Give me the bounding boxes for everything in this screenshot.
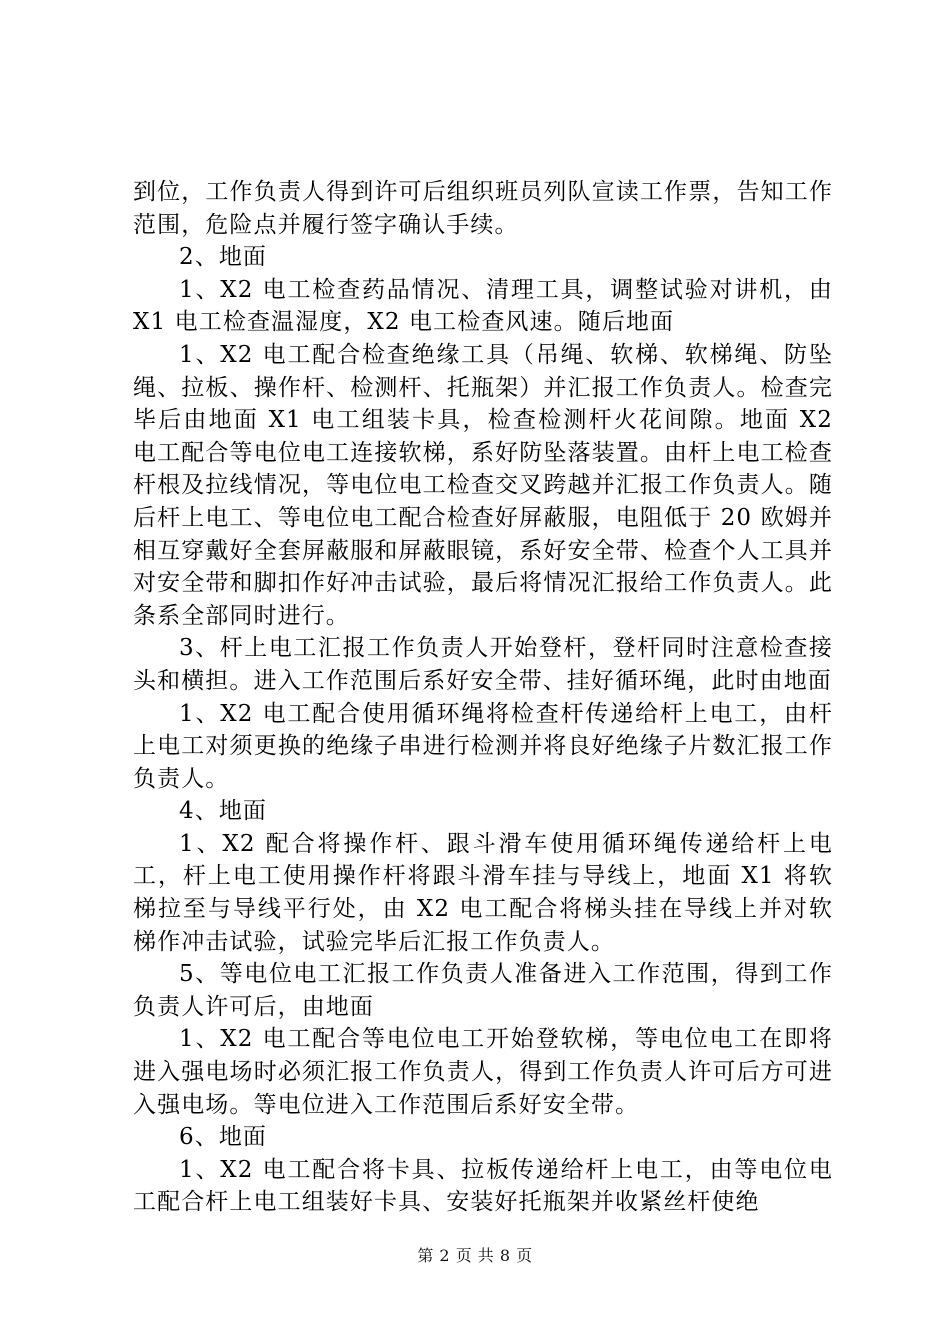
paragraph: 1、X2 电工配合使用循环绳将检查杆传递给杆上电工，由杆上电工对须更换的绝缘子串进行检测并将良好绝缘子片数汇报工作负责人。 xyxy=(133,700,833,792)
section-heading: 6、地面 xyxy=(179,1124,268,1151)
paragraph: 到位，工作负责人得到许可后组织班员列队宣读工作票，告知工作范围，危险点并履行签字确认手续。 xyxy=(133,179,833,238)
section-heading: 4、地面 xyxy=(179,798,268,825)
section-heading: 2、地面 xyxy=(179,244,268,271)
paragraph: 1、X2 配合将操作杆、跟斗滑车使用循环绳传递给杆上电工，杆上电工使用操作杆将跟斗滑车挂与导线上，地面 X1 将软梯拉至与导线平行处，由 X2 电工配合将梯头挂在导线上并对软梯作冲击试验，试验完毕后汇报工作负责人。 xyxy=(133,830,833,955)
paragraph: 1、X2 电工配合检查绝缘工具（吊绳、软梯、软梯绳、防坠绳、拉板、操作杆、检测杆、托瓶架）并汇报工作负责人。检查完毕后由地面 X1 电工组装卡具，检查检测杆火花间隙。地面 X2 电工配合等电位电工连接软梯，系好防坠落装置。由杆上电工检查杆根及拉线情况，等电位电工检查交叉跨越并汇报工作负责人。随后杆上电工、等电位电工配合检查好屏蔽服，电阻低于 20 欧姆并相互穿戴好全套屏蔽服和屏蔽眼镜，系好安全带、检查个人工具并对安全带和脚扣作好冲击试验，最后将情况汇报给工作负责人。此条系全部同时进行。 xyxy=(133,341,833,629)
paragraph: 1、X2 电工配合将卡具、拉板传递给杆上电工，由等电位电工配合杆上电工组装好卡具、安装好托瓶架并收紧丝杆使绝 xyxy=(133,1156,833,1216)
paragraph: 1、X2 电工配合等电位电工开始登软梯，等电位电工在即将进入强电场时必须汇报工作负责人，得到工作负责人许可后方可进入强电场。等电位进入工作范围后系好安全带。 xyxy=(133,1026,833,1118)
page-number-footer: 第 2 页 共 8 页 xyxy=(417,1246,533,1265)
document-body xyxy=(133,176,833,1219)
paragraph: 5、等电位电工汇报工作负责人准备进入工作范围，得到工作负责人许可后，由地面 xyxy=(133,961,833,1020)
paragraph: 3、杆上电工汇报工作负责人开始登杆，登杆同时注意检查接头和横担。进入工作范围后系好安全带、挂好循环绳，此时由地面 xyxy=(133,635,833,694)
paragraph: 1、X2 电工检查药品情况、清理工具，调整试验对讲机，由 X1 电工检查温湿度，X2 电工检查风速。随后地面 xyxy=(133,276,833,336)
